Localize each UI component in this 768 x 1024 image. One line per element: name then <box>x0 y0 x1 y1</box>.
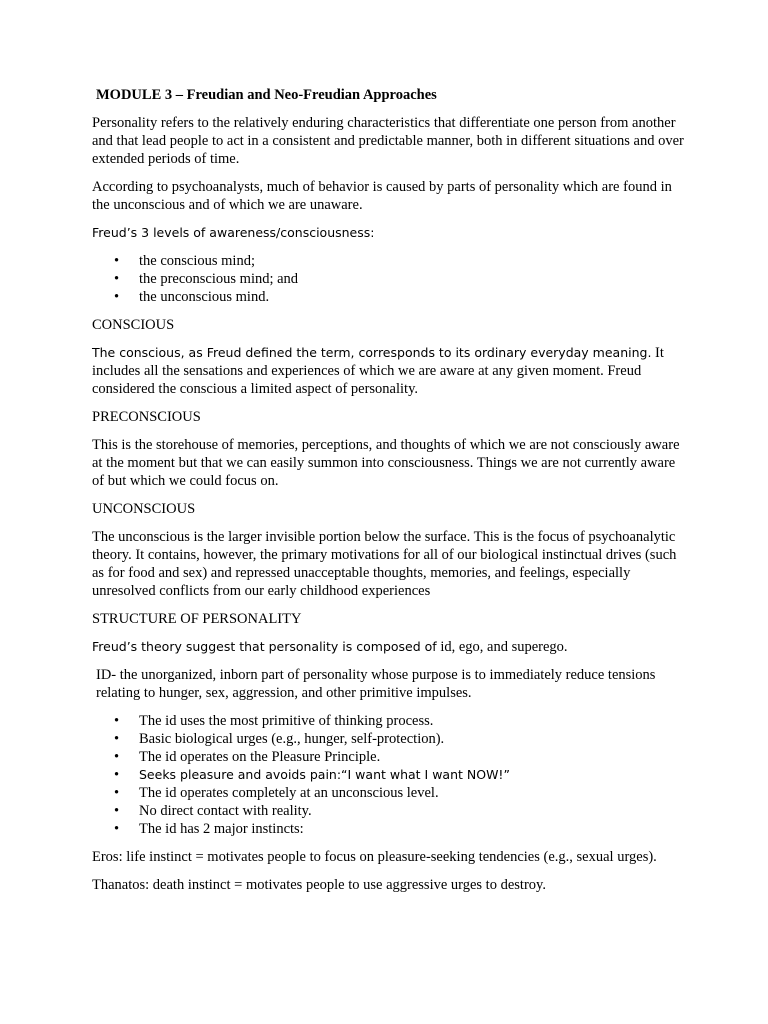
list-item: • Basic biological urges (e.g., hunger, self-protection). <box>114 731 445 747</box>
document-title: MODULE 3 – Freudian and Neo-Freudian Approaches <box>96 87 437 103</box>
bullet-icon: • <box>114 821 120 837</box>
bullet-icon: • <box>114 785 120 801</box>
bullet-icon: • <box>114 271 120 287</box>
list-item: • The id operates completely at an unconscious level. <box>114 785 439 801</box>
bullet-icon: • <box>114 767 120 783</box>
bullet-icon: • <box>114 713 120 729</box>
list-item: • Seeks pleasure and avoids pain:“I want what I want NOW!” <box>114 767 510 783</box>
list-item: • the preconscious mind; and <box>114 271 299 287</box>
list-item: • The id has 2 major instincts: <box>114 821 304 837</box>
list-item: • the unconscious mind. <box>114 289 270 305</box>
id-points-list <box>92 712 684 838</box>
conscious-text-b: It includes all the sensations and experiences of which we are aware at any given moment. Freud considered the conscious a limited aspect of personality. <box>92 345 664 397</box>
bullet-icon: • <box>114 803 120 819</box>
paragraph-personality-definition: Personality refers to the relatively enduring characteristics that differentiate one person from another and that lead people to act in a consistent and predictable manner, both in different situations and over extended periods of time. <box>92 115 684 167</box>
structure-intro-b: id, ego, and superego. <box>436 639 568 655</box>
document-page <box>92 86 684 904</box>
paragraph-id-definition: ID- the unorganized, inborn part of personality whose purpose is to immediately reduce tensions relating to hunger, sex, aggression, and other primitive impulses. <box>96 667 656 701</box>
bullet-icon: • <box>114 749 120 765</box>
heading-structure: STRUCTURE OF PERSONALITY <box>92 611 302 627</box>
paragraph-preconscious: This is the storehouse of memories, perceptions, and thoughts of which we are not consciously aware at the moment but that we can easily summon into consciousness. Things we are not currently aware of but which we could focus on. <box>92 437 680 489</box>
paragraph-eros: Eros: life instinct = motivates people to focus on pleasure-seeking tendencies (e.g., sexual urges). <box>92 849 657 865</box>
list-item: • The id uses the most primitive of thinking process. <box>114 713 434 729</box>
levels-list <box>92 252 684 306</box>
paragraph-psychoanalysts: According to psychoanalysts, much of behavior is caused by parts of personality which are found in the unconscious and of which we are unaware. <box>92 179 672 213</box>
bullet-icon: • <box>114 731 120 747</box>
bullet-icon: • <box>114 289 120 305</box>
heading-preconscious: PRECONSCIOUS <box>92 409 201 425</box>
list-item: • No direct contact with reality. <box>114 803 312 819</box>
paragraph-thanatos: Thanatos: death instinct = motivates people to use aggressive urges to destroy. <box>92 877 546 893</box>
structure-intro-a: Freud’s theory suggest that personality is composed of <box>92 639 437 654</box>
bullet-icon: • <box>114 253 120 269</box>
list-item: • The id operates on the Pleasure Principle. <box>114 749 381 765</box>
levels-intro: Freud’s 3 levels of awareness/consciousness: <box>92 225 375 240</box>
paragraph-structure-intro <box>92 638 684 656</box>
heading-conscious: CONSCIOUS <box>92 317 175 333</box>
heading-unconscious: UNCONSCIOUS <box>92 501 196 517</box>
paragraph-unconscious: The unconscious is the larger invisible portion below the surface. This is the focus of psychoanalytic theory. It contains, however, the primary motivations for all of our biological instinctual drives (such as for food and sex) and repressed unacceptable thoughts, memories, and feelings, especially unresolved conflicts from our early childhood experiences <box>92 529 677 599</box>
paragraph-conscious <box>92 344 684 398</box>
conscious-text-a: The conscious, as Freud defined the term, corresponds to its ordinary everyday meaning. <box>92 345 652 360</box>
list-item: • the conscious mind; <box>114 253 255 269</box>
